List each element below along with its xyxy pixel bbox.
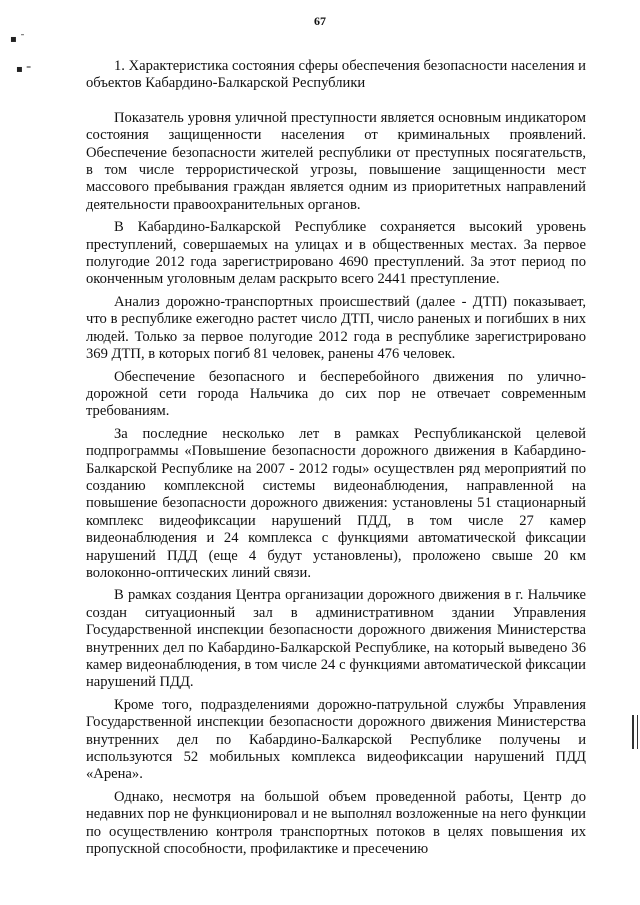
scan-mark: ▪ ⁼ xyxy=(16,64,32,75)
scan-edge-mark xyxy=(632,715,638,749)
document-body xyxy=(86,58,586,863)
paragraph: Показатель уровня уличной преступности является основным индикатором состояния защищенности населения от криминальных проявлений. Обеспечение безопасности жителей республики от преступных посягательств, в том числе террористической угрозы, повышение защищенности мест массового пребывания граждан является одним из приоритетных направлений деятельности правоохранительных органов. xyxy=(86,109,586,213)
paragraph: Кроме того, подразделениями дорожно-патрульной службы Управления Государственной инспекции безопасности дорожного движения Министерства внутренних дел по Кабардино-Балкарской Республике получены и используются 52 мобильных комплекса видеофиксации нарушений ПДД «Арена». xyxy=(86,696,586,783)
scan-mark: ▪ ˉ xyxy=(10,34,25,45)
page-number: 67 xyxy=(314,14,326,28)
paragraph: Однако, несмотря на большой объем проведенной работы, Центр до недавних пор не функционировал и не выполнял возложенные на него функции по осуществлению контроля транспортных потоков в целях повышения их пропускной способности, профилактике и пресечению xyxy=(86,788,586,858)
paragraph: В Кабардино-Балкарской Республике сохраняется высокий уровень преступлений, совершаемых на улицах и в общественных местах. За первое полугодие 2012 года зарегистрировано 4690 преступлений. За этот период по оконченным уголовным делам раскрыто всего 2441 преступление. xyxy=(86,219,586,288)
section-heading: 1. Характеристика состояния сферы обеспечения безопасности населения и объектов Кабардино-Балкарской Республики xyxy=(86,58,586,92)
paragraph: Анализ дорожно-транспортных происшествий (далее - ДТП) показывает, что в республике ежегодно растет число ДТП, число раненых и погибших в них людей. Только за первое полугодие 2012 года в республике зарегистрировано 369 ДТП, в которых погиб 81 человек, ранены 476 человек. xyxy=(86,293,586,363)
paragraph: За последние несколько лет в рамках Республиканской целевой подпрограммы «Повышение безопасности дорожного движения в Кабардино-Балкарской Республике на 2007 - 2012 годы» осуществлен ряд мероприятий по созданию комплексной системы видеонаблюдения, направленной на повышение безопасности дорожного движения: установлены 51 стационарный комплекс видеофиксации нарушений ПДД, в том числе 27 камер видеонаблюдения и 24 комплекса с функциями автоматической фиксации нарушений ПДД (еще 4 будут установлены), проложено свыше 20 км волоконно-оптических линий связи. xyxy=(86,425,586,581)
paragraph: В рамках создания Центра организации дорожного движения в г. Нальчике создан ситуационный зал в административном здании Управления Государственной инспекции безопасности дорожного движения Министерства внутренних дел по Кабардино-Балкарской Республике, на который выведено 36 камер видеонаблюдения, в том числе 24 с функциями автоматической фиксации нарушений ПДД. xyxy=(86,587,586,691)
paragraph: Обеспечение безопасного и бесперебойного движения по улично-дорожной сети города Нальчика до сих пор не отвечает современным требованиям. xyxy=(86,368,586,420)
